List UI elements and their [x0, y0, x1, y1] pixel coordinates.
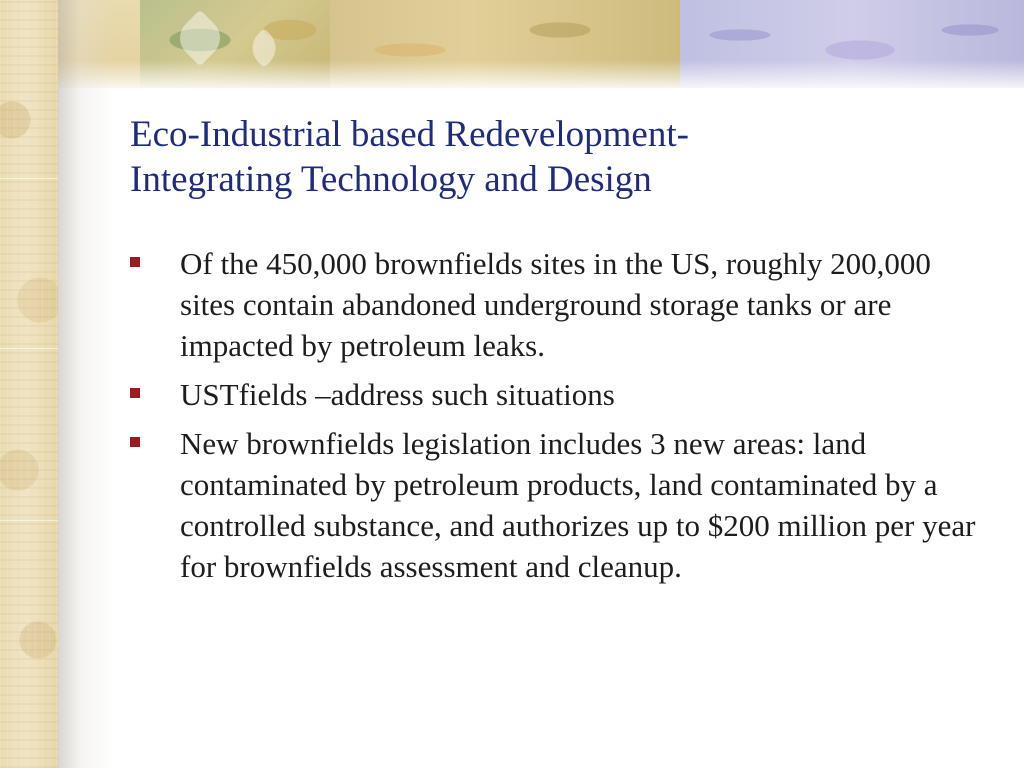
- bullet-text: New brownfields legislation includes 3 new areas: land contaminated by petroleum products, land contaminated by a controlled substance, and authorizes up to $200 million per year for brownfields assessment and cleanup.: [180, 426, 976, 584]
- slide-title: [130, 112, 990, 202]
- title-line-1: Eco-Industrial based Redevelopment-: [130, 114, 689, 155]
- strip-seam: [0, 520, 58, 521]
- decorative-left-strip: [0, 0, 58, 768]
- bullet-text: Of the 450,000 brownfields sites in the US, roughly 200,000 sites contain abandoned underground storage tanks or are impacted by petroleum leaks.: [180, 246, 931, 363]
- strip-seam: [0, 348, 58, 349]
- bullet-item: [130, 243, 990, 366]
- square-bullet-icon: [130, 243, 180, 267]
- decorative-header-banner: [0, 0, 1024, 88]
- bullet-text: USTfields –address such situations: [180, 377, 615, 412]
- square-bullet-icon: [130, 423, 180, 447]
- bullet-item: [130, 423, 990, 587]
- bullet-list: [130, 243, 990, 595]
- title-line-2: Integrating Technology and Design: [130, 159, 652, 200]
- left-shadow: [58, 0, 113, 768]
- square-bullet-icon: [130, 374, 180, 398]
- bullet-item: [130, 374, 990, 415]
- strip-seam: [0, 178, 58, 179]
- leaf-icon: [172, 10, 229, 67]
- banner-fade: [0, 60, 1024, 88]
